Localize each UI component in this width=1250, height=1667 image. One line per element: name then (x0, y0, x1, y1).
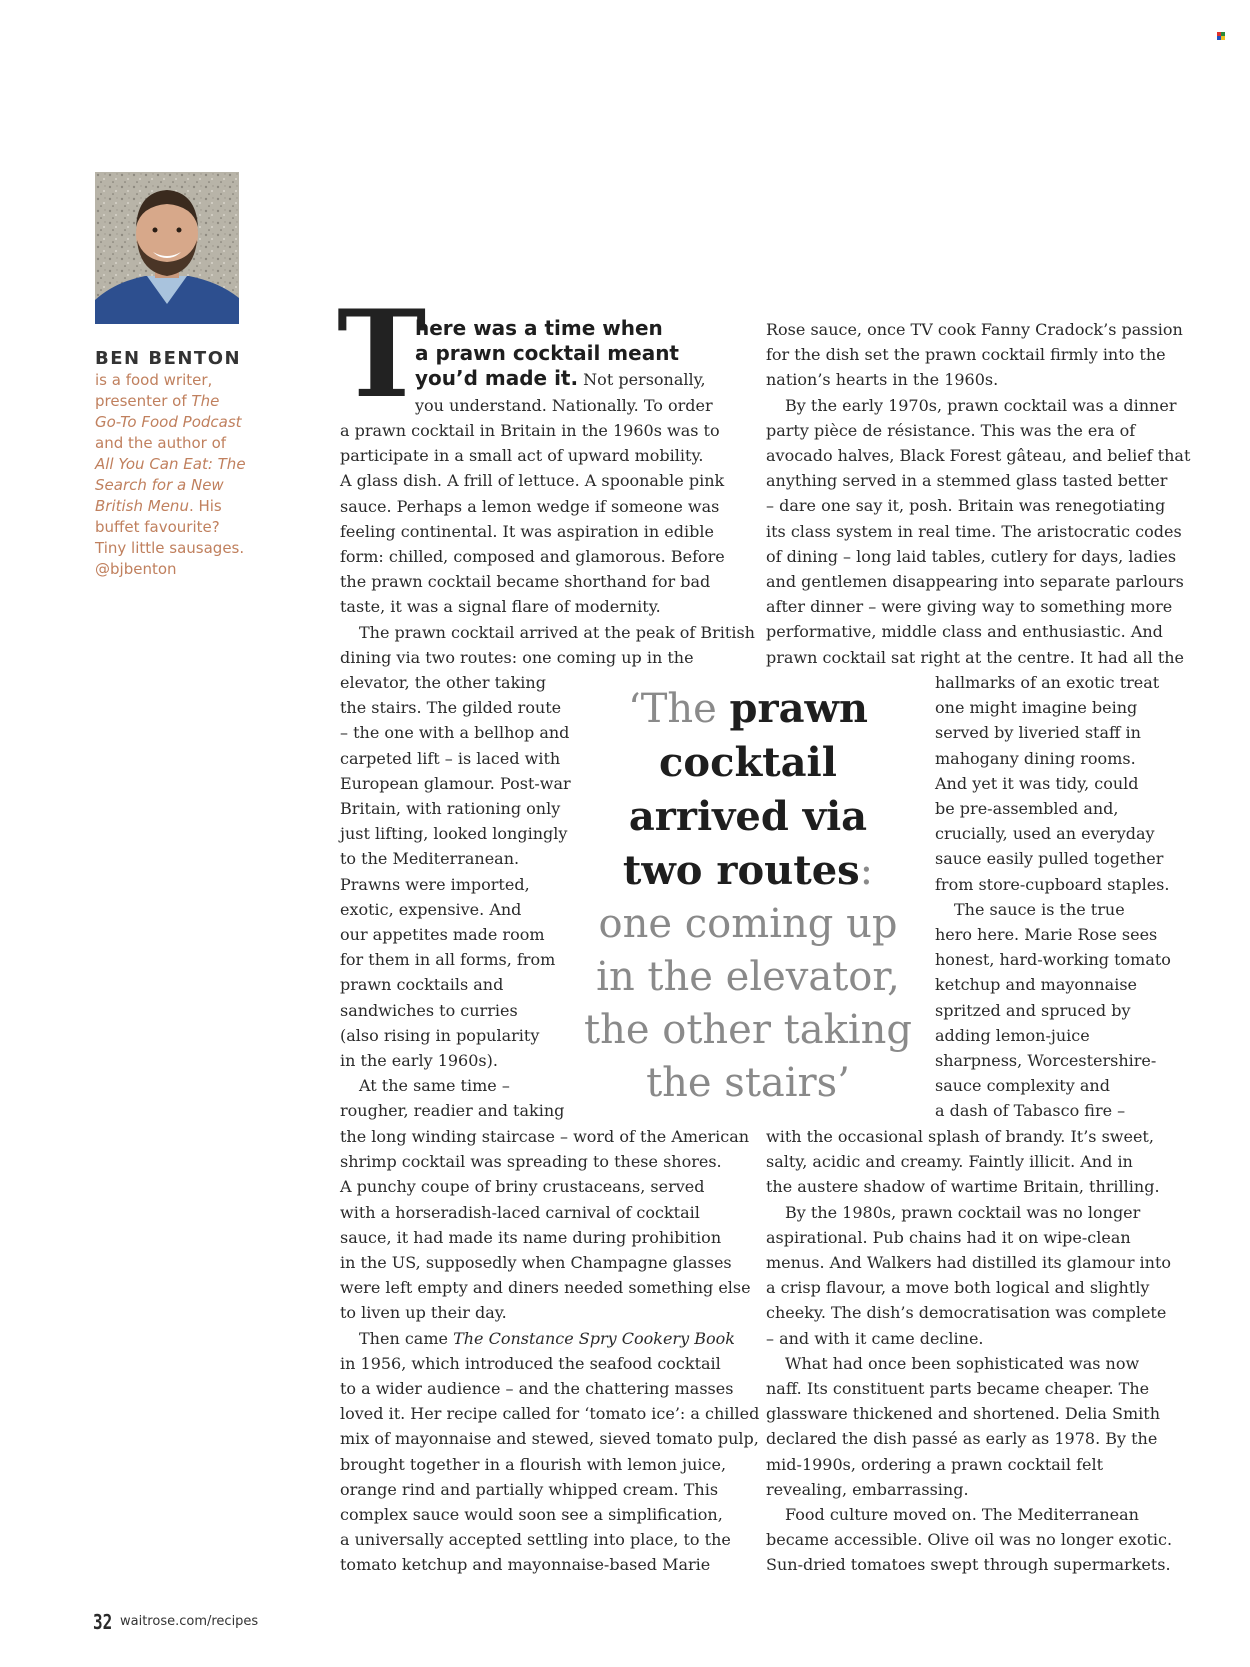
text-line: in 1956, which introduced the seafood cocktail (340, 1353, 721, 1373)
text-line: a dash of Tabasco fire – (935, 1101, 1126, 1121)
text-line: the stairs. The gilded route (340, 698, 562, 718)
text-line: salty, acidic and creamy. Faintly illicit. And in (766, 1152, 1133, 1172)
pull-quote-text: one coming up (598, 901, 898, 947)
text-line: mix of mayonnaise and stewed, sieved tomato pulp, (340, 1429, 759, 1449)
italic-title: The Constance Spry Cookery Book (453, 1328, 735, 1348)
text-line: mid-1990s, ordering a prawn cocktail felt (766, 1454, 1104, 1474)
text-line: mahogany dining rooms. (935, 748, 1136, 768)
text-line: At the same time – (359, 1076, 510, 1096)
text-line: tomato ketchup and mayonnaise-based Marie (340, 1555, 711, 1575)
col2-top-text (766, 317, 1190, 670)
text-line: and the author of (95, 434, 227, 452)
text-line: revealing, embarrassing. (766, 1479, 969, 1499)
text-line: buffet favourite? (95, 518, 220, 536)
text-line: hero here. Marie Rose sees (935, 925, 1158, 945)
text-line: anything served in a stemmed glass tasted better (766, 471, 1168, 491)
text-line: exotic, expensive. And (340, 899, 522, 919)
text-line: of dining – long laid tables, cutlery for days, ladies (766, 546, 1177, 566)
text-line: ketchup and mayonnaise (935, 975, 1137, 995)
col1-continuation (415, 393, 713, 418)
pull-quote-text: the other taking (584, 1007, 912, 1053)
text-line: for the dish set the prawn cocktail firmly into the (766, 345, 1166, 365)
text-line: declared the dish passé as early as 1978. By the (766, 1429, 1158, 1449)
pull-quote-line (558, 898, 938, 951)
text-line: to a wider audience – and the chattering masses (340, 1379, 734, 1399)
text-line: Food culture moved on. The Mediterranean (785, 1505, 1139, 1525)
text-line: Prawns were imported, (340, 874, 530, 894)
text-line: prawn cocktails and (340, 975, 504, 995)
text-line: sharpness, Worcestershire- (935, 1051, 1157, 1071)
text-line: for them in all forms, from (340, 950, 556, 970)
text-line: just lifting, looked longingly (340, 824, 568, 844)
author-name: BEN BENTON (95, 348, 242, 369)
col1-narrow-text (340, 670, 571, 1124)
col2-narrow-text (935, 670, 1171, 1124)
page-number: 32 (93, 1610, 113, 1634)
italic-title: All You Can Eat: The (95, 455, 246, 473)
text-line: hallmarks of an exotic treat (935, 673, 1160, 692)
italic-title: Go-To Food Podcast (95, 413, 242, 431)
author-bio (95, 370, 260, 580)
pull-quote-line (558, 682, 938, 736)
pull-quote-text: : (859, 848, 874, 894)
col2-bottom-text (766, 1124, 1172, 1578)
text-line: complex sauce would soon see a simplification, (340, 1505, 723, 1525)
text-line: shrimp cocktail was spreading to these shores. (340, 1152, 722, 1172)
text-line: brought together in a flourish with lemon juice, (340, 1454, 727, 1474)
text-line: our appetites made room (340, 925, 545, 945)
pull-quote-line (558, 790, 938, 844)
color-registration-mark (1217, 32, 1225, 40)
text-line: and gentlemen disappearing into separate parlours (766, 572, 1184, 592)
text-line: dining via two routes: one coming up in the (340, 647, 694, 667)
pull-quote-line (558, 844, 938, 898)
italic-title: British Menu (95, 497, 189, 515)
pull-quote-emphasis: cocktail (659, 739, 837, 786)
text-line: @bjbenton (95, 560, 177, 578)
text-line: from store-cupboard staples. (935, 874, 1170, 894)
text-line: is a food writer, (95, 371, 213, 389)
text-line: avocado halves, Black Forest gâteau, and belief that (766, 446, 1191, 466)
text-line: honest, hard-working tomato (935, 950, 1171, 970)
text-line: Sun-dried tomatoes swept through supermarkets. (766, 1555, 1171, 1575)
text-line: a prawn cocktail in Britain in the 1960s was to (340, 421, 720, 440)
text-line: form: chilled, composed and glamorous. Before (340, 547, 725, 567)
text-line: Tiny little sausages. (95, 539, 245, 557)
text-line: naff. Its constituent parts became cheaper. The (766, 1379, 1150, 1399)
text-line: to the Mediterranean. (340, 849, 520, 869)
pull-quote-text: the stairs’ (646, 1060, 850, 1106)
text-line: the long winding staircase – word of the American (340, 1127, 750, 1146)
text-line: the austere shadow of wartime Britain, thrilling. (766, 1177, 1160, 1197)
text-line: performative, middle class and enthusiastic. And (766, 622, 1163, 642)
text-line: the prawn cocktail became shorthand for bad (340, 572, 711, 592)
text-line: to liven up their day. (340, 1303, 507, 1323)
text-line: participate in a small act of upward mobility. (340, 446, 704, 466)
pull-quote-line (558, 951, 938, 1004)
pull-quote-emphasis: prawn (729, 685, 869, 732)
text-line: Rose sauce, once TV cook Fanny Cradock’s passion (766, 320, 1183, 339)
text-line: Britain, with rationing only (340, 799, 561, 819)
text-line: a universally accepted settling into place, to the (340, 1530, 731, 1550)
text-line: adding lemon-juice (935, 1025, 1090, 1045)
text-line: Then came The Constance Spry Cookery Book (359, 1328, 735, 1348)
footer-url: waitrose.com/recipes (120, 1614, 259, 1629)
pull-quote-text: ‘The (627, 686, 730, 732)
text-line: with a horseradish-laced carnival of cocktail (340, 1202, 700, 1222)
pull-quote-text: in the elevator, (596, 954, 900, 1000)
italic-title: The (191, 392, 220, 410)
text-line: menus. And Walkers had distilled its glamour into (766, 1253, 1172, 1273)
author-portrait (95, 172, 239, 324)
text-line: prawn cocktail sat right at the centre. It had all the (766, 647, 1185, 667)
pull-quote (558, 682, 938, 1110)
text-line: And yet it was tidy, could (935, 773, 1139, 793)
text-line: party pièce de résistance. This was the era of (766, 420, 1136, 440)
text-line: sandwiches to curries (340, 1000, 518, 1020)
text-line: presenter of The (95, 392, 220, 410)
text-line: nation’s hearts in the 1960s. (766, 370, 999, 390)
col1-line-continuation: you understand. Nationally. To order (415, 396, 713, 415)
text-line: A glass dish. A frill of lettuce. A spoonable pink (340, 471, 725, 491)
text-line: What had once been sophisticated was now (785, 1353, 1140, 1373)
text-line: sauce complexity and (935, 1076, 1110, 1096)
text-line: By the 1980s, prawn cocktail was no longer (785, 1202, 1141, 1222)
text-line: – dare one say it, posh. Britain was renegotiating (766, 496, 1166, 516)
text-line: By the early 1970s, prawn cocktail was a dinner (785, 395, 1177, 415)
text-line: in the early 1960s). (340, 1051, 498, 1071)
text-line: served by liveried staff in (935, 723, 1141, 743)
text-line: a crisp flavour, a move both logical and slightly (766, 1278, 1150, 1298)
text-line: rougher, readier and taking (340, 1101, 565, 1121)
text-line: taste, it was a signal flare of modernity. (340, 597, 661, 617)
text-line: crucially, used an everyday (935, 824, 1155, 844)
text-line: in the US, supposedly when Champagne glasses (340, 1253, 732, 1273)
text-line: glassware thickened and shortened. Delia Smith (766, 1404, 1161, 1424)
text-line: be pre-assembled and, (935, 799, 1119, 819)
text-line: one might imagine being (935, 698, 1138, 718)
text-line: after dinner – were giving way to something more (766, 597, 1173, 617)
text-line: aspirational. Pub chains had it on wipe-clean (766, 1227, 1131, 1247)
text-line: – the one with a bellhop and (340, 723, 570, 743)
lede-line-3 (415, 366, 706, 392)
col1-bottom-text (340, 1124, 759, 1578)
text-line: orange rind and partially whipped cream. This (340, 1479, 719, 1499)
text-line (95, 412, 260, 433)
text-line: elevator, the other taking (340, 673, 546, 692)
text-line: with the occasional splash of brandy. It’s sweet, (766, 1127, 1154, 1146)
lede-text: you’d made it. (415, 366, 579, 391)
col1-top-text (340, 418, 755, 670)
text-line (95, 475, 260, 496)
lede-tail: Not personally, (578, 370, 706, 390)
text-line: British Menu. His (95, 497, 222, 515)
text-line: The sauce is the true (954, 899, 1125, 919)
text-line: sauce, it had made its name during prohibition (340, 1227, 722, 1247)
text-line: (also rising in popularity (340, 1025, 540, 1045)
pull-quote-line (558, 1004, 938, 1057)
text-line: cheeky. The dish’s democratisation was complete (766, 1303, 1167, 1323)
text-line: were left empty and diners needed something else (340, 1278, 751, 1298)
text-line: European glamour. Post-war (340, 773, 571, 793)
italic-title: Search for a New (95, 476, 224, 494)
text-line: sauce easily pulled together (935, 849, 1164, 869)
pull-quote-line (558, 1057, 938, 1110)
pull-quote-line (558, 736, 938, 790)
drop-cap: T (337, 284, 427, 425)
lede-line-1: here was a time when (415, 316, 663, 340)
lede-line-2: a prawn cocktail meant (415, 341, 679, 366)
text-line: The prawn cocktail arrived at the peak of British (359, 622, 755, 642)
pull-quote-emphasis: arrived via (628, 793, 868, 840)
pull-quote-emphasis: two routes (622, 847, 860, 894)
text-line: sauce. Perhaps a lemon wedge if someone was (340, 496, 720, 516)
text-line: spritzed and spruced by (935, 1000, 1131, 1020)
article-lede (415, 316, 706, 393)
text-line: its class system in real time. The aristocratic codes (766, 521, 1182, 541)
text-line: – and with it came decline. (766, 1328, 984, 1348)
text-line: became accessible. Olive oil was no longer exotic. (766, 1530, 1173, 1550)
text-line: A punchy coupe of briny crustaceans, served (340, 1177, 705, 1197)
text-line (95, 454, 260, 475)
text-line: feeling continental. It was aspiration in edible (340, 521, 714, 541)
text-line: loved it. Her recipe called for ‘tomato ice’: a chilled (340, 1404, 760, 1424)
text-line: carpeted lift – is laced with (340, 748, 561, 768)
